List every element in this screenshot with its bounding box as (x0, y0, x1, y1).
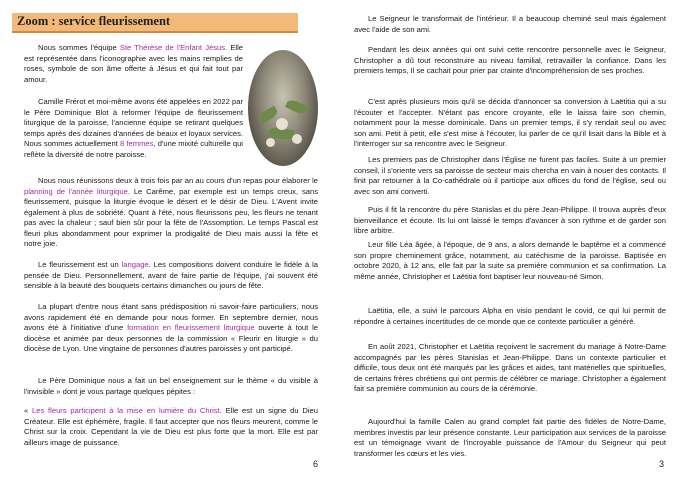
planning-paragraph: Nous nous réunissons deux à trois fois par an au cours d'un repas pour élaborer le planning de l'année liturgique. Le Carême, par exemple est un temps creux, sans fleurissement, puisque la liturgie évoque le désert et le désir de Dieu. L'Avent invite également à plus de sobriété. Quant à l'été, nous fleurissons peu, les fleurs ne tenant pas avec la chaleur ; sauf bien sûr pour la fête de l'Assomption. Le temps Pascal est fleuri plus abondamment pour exprimer la prodigalité de Dieu mais aussi la fête et notre joie. (24, 176, 318, 248)
teaching-paragraph: Le Père Dominique nous a fait un bel enseignement sur le thème « du visible à l'invisible » dont je vous partage quelques pépites : (24, 376, 318, 396)
article-paragraph: Les premiers pas de Christopher dans l'Église ne furent pas faciles. Suite à un premier conseil, il s'oriente vers sa paroisse de secteur mais chercha en vain à nouer des contacts. Il finit par retourner à la Co-cathédrale où il participe aux offices du fond de l'église, seul ou avec son ami converti. (354, 155, 666, 196)
right-page (340, 0, 680, 481)
article-paragraph: Le Seigneur le transformait de l'intérieur. Il a beaucoup cheminé seul mais également avec l'aide de son ami. (354, 14, 666, 34)
quote-paragraph: « Les fleurs participent à la mise en lumière du Christ. Elle est un signe du Dieu Créateur. Elle est éphémère, fragile. Il faut accepter que nos fleurs meurent, comme le Christ sur la croix. Cependant la vie de Dieu est plus forte que la mort. Elle est par ailleurs image de puissance. (24, 406, 318, 447)
article-paragraph: Leur fille Léa âgée, à l'époque, de 9 ans, a alors demandé le baptême et a commencé son propre cheminement grâce, notamment, au catéchisme de la paroisse. Baptisée en octobre 2020, à 12 ans, elle fait par la suite sa première communion et sa confirmation. La même année, Christopher et Laëtitia font baptiser leur nouveau-né Simon. (354, 240, 666, 281)
article-paragraph: Laëtitia, elle, a suivi le parcours Alpha en visio pendant le covid, ce qui lui permit de répondre à certaines incertitudes de ce monde que ce contexte particulier a généré. (354, 306, 666, 326)
article-paragraph: C'est après plusieurs mois qu'il se décida d'annoncer sa conversion à Laëtitia qui a su l'écouter et l'accepter. N'étant pas encore croyante, elle le laissa faire son chemin, notamment pour la messe dominicale. Dans un premier temps, il s'y rendait seul ou avec son ami. Petit à petit, elle s'est mise à l'écouter, lui parler de ce qu'il lisait dans la Bible et à l'interroger sur sa rencontre avec le Seigneur. (354, 97, 666, 148)
church-flower-arrangement-photo (248, 50, 318, 166)
article-paragraph: Puis il fit la rencontre du père Stanislas et du père Jean-Philippe. Il trouva auprès d'eux bienveillance et écoute. Ils lui ont laissé le temps d'avancer à son rythme et de garder son libre arbitre. (354, 205, 666, 235)
article-paragraph: En août 2021, Christopher et Laëtitia reçoivent le sacrement du mariage à Notre-Dame accompagnés par les pères Stanislas et Jean-Philippe. Dans un contexte particulier et difficile, tous deux ont été marqués par les grâces et aides, tant matérielles que spirituelles, de certains frères chrétiens qui ont permis de célébrer ce mariage. Christopher a également fait sa première communion au cours de la cérémonie. (354, 342, 666, 393)
section-header (12, 13, 298, 33)
language-paragraph: Le fleurissement est un langage. Les compositions doivent conduire le fidèle à la pensée de Dieu. Personnellement, avant de faire partie de l'équipe, j'ai souvent été sensible à la beauté des bouquets certains dimanches ou jours de fête. (24, 260, 318, 290)
section-title: Zoom : service fleurissement (17, 14, 171, 28)
page-number: 6 (313, 459, 319, 469)
article-paragraph: Aujourd'hui la famille Calen au grand complet fait partie des fidèles de Notre-Dame, membres investis par leur présence constante. Leur participation aux services de la paroisse est un témoignage vivant de l'incroyable puissance de l'Amour du Seigneur qui peut transformer les cœurs et les vies. (354, 417, 666, 458)
intro-paragraph: Nous sommes l'équipe Ste Thérèse de l'Enfant Jésus. Elle est représentée dans l'iconographie avec les mains remplies de roses, symbole de son âme offerte à Jésus et qui fait tout par amour. (24, 43, 243, 84)
page-number: 3 (659, 459, 665, 469)
article-paragraph: Pendant les deux années qui ont suivi cette rencontre personnelle avec le Seigneur, Christopher a dû tout reconstruire au niveau familial, retravailler la confiance. Dans les premiers temps, Il se cachait pour prier par crainte d'incompréhension de ses proches. (354, 45, 666, 75)
team-paragraph: Camille Frérot et moi-même avons été appelées en 2022 par le Père Dominique Blot à reformer l'équipe de fleurissement liturgique de la paroisse, l'ancienne équipe se retirant quelques temps après des dizaines d'années de beaux et loyaux services. Nous sommes actuellement 8 femmes, d'une mixité culturelle qui reflète la diversité de notre paroisse. (24, 97, 243, 159)
training-paragraph: La plupart d'entre nous étant sans prédisposition ni savoir-faire particuliers, nous avons rapidement été en demande pour nous former. En septembre dernier, nous avons été à l'initiative d'une formation en fleurissement liturgique ouverte à tout le diocèse et animée par deux personnes de la commission « Fleurir en liturgie » du diocèse de Lyon. Une vingtaine de personnes d'autres paroisses y ont participé. (24, 302, 318, 353)
